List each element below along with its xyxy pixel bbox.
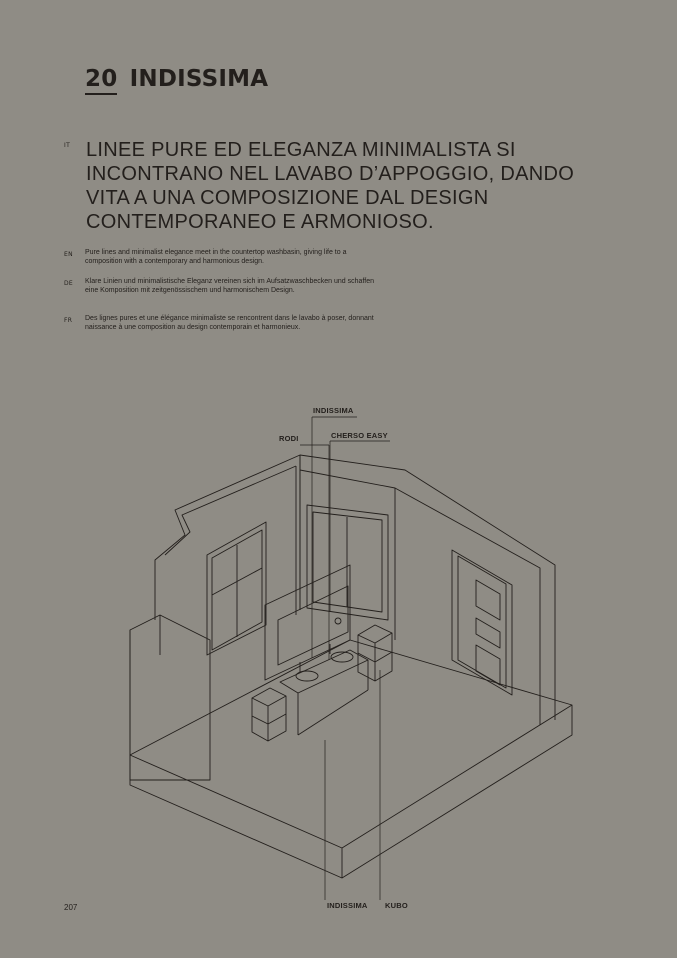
shelf-unit-right [358,625,392,681]
section-title: INDISSIMA [129,66,269,92]
lang-code-it: IT [64,142,71,149]
lang-code-de: DE [64,280,74,287]
back-right-wall [300,455,555,725]
paragraph-fr: Des lignes pures et une élégance minimaliste se rencontrent dans le lavabo à poser, donnant naissance à une composition au design contemporain et harmonieux. [85,315,374,331]
back-window [307,505,388,620]
lang-code-fr: FR [64,317,73,324]
right-door [452,550,512,695]
leader-lines [300,417,390,900]
lang-code-en: EN [64,251,73,258]
back-left-wall [155,455,300,620]
shelf-unit-left [252,688,286,741]
label-cherso-easy: CHERSO EASY [331,431,388,440]
paragraph-en: Pure lines and minimalist elegance meet in the countertop washbasin, giving life to a composition with a contemporary and harmonious design. [85,249,347,265]
left-window [207,522,266,655]
mirror-panel [265,565,350,680]
left-partition-wall [130,615,210,780]
label-rodi: RODI [279,434,299,443]
section-number: 20 [85,66,117,95]
label-indissima-bottom: INDISSIMA [327,901,368,910]
headline: LINEE PURE ED ELEGANZA MINIMALISTA SI INCONTRANO NEL LAVABO D’APPOGGIO, DANDO VITA A UNA COMPOSIZIONE DAL DESIGN CONTEMPORANEO E ARMONIOSO. [86,139,575,233]
page-number: 207 [64,903,78,912]
paragraph-de: Klare Linien und minimalistische Eleganz vereinen sich im Aufsatzwaschbecken und schaffen eine Komposition mit zeitgenössischem und harmonischem Design. [85,278,374,294]
label-kubo: KUBO [385,901,408,910]
label-indissima-top: INDISSIMA [313,406,354,415]
